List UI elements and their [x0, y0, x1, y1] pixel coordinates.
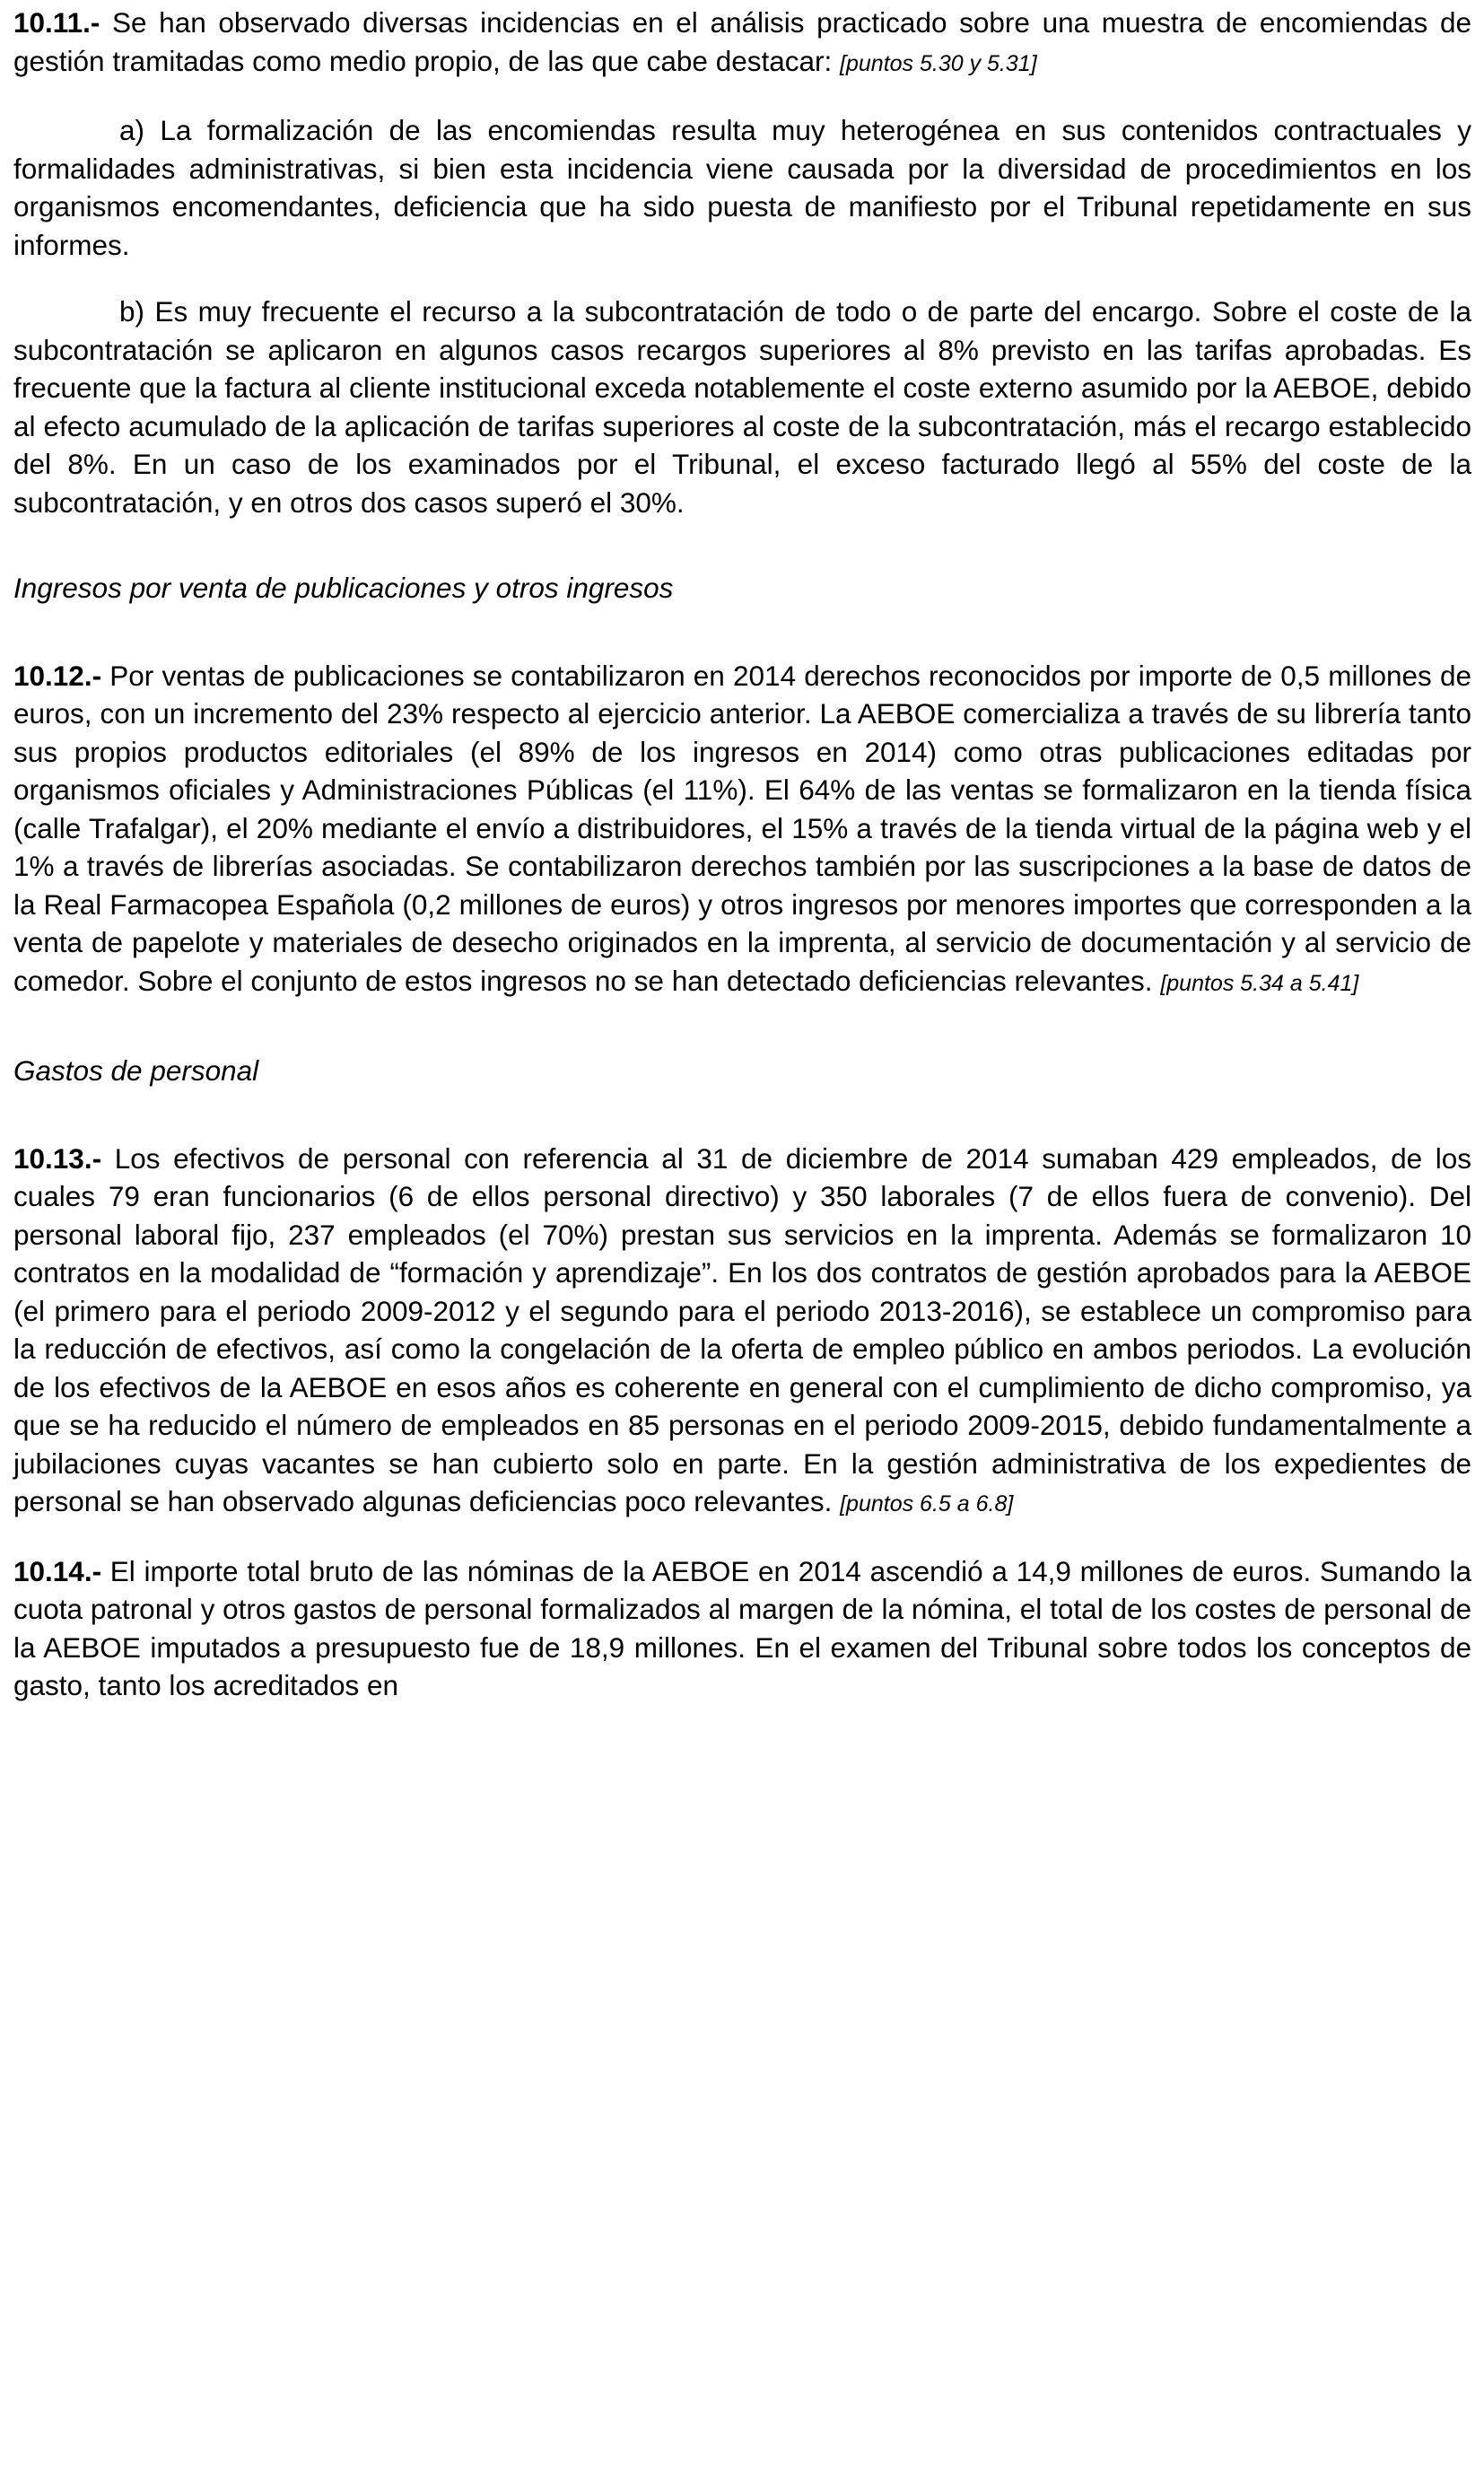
- paragraph-10-14: [13, 1552, 1471, 1705]
- paragraph-number: 10.14.-: [13, 1554, 102, 1587]
- cross-reference: [puntos 6.5 a 6.8]: [840, 1491, 1014, 1516]
- paragraph-text: b) Es muy frecuente el recurso a la subcontratación de todo o de parte del encargo. Sobre el coste de la subcontratación se aplicaron en algunos casos recargos superiores al 8% previsto en las tarifas aprobadas. Es frecuente que la factura al cliente institucional exceda notablemente el coste externo asumido por la AEBOE, debido al efecto acumulado de la aplicación de tarifas superiores al coste de la subcontratación, más el recargo establecido del 8%. En un caso de los examinados por el Tribunal, el exceso facturado llegó al 55% del coste de la subcontratación, y en otros dos casos superó el 30%.: [13, 295, 1471, 519]
- paragraph-10-11: [13, 4, 1471, 83]
- paragraph-10-11-a: [13, 111, 1471, 264]
- paragraph-10-13: [13, 1140, 1471, 1524]
- paragraph-number: 10.12.-: [13, 659, 102, 692]
- paragraph-text: a) La formalización de las encomiendas resulta muy heterogénea en sus contenidos contractuales y formalidades administrativas, si bien esta incidencia viene causada por la diversidad de procedimientos en los organismos encomendantes, deficiencia que ha sido puesta de manifiesto por el Tribunal repetidamente en sus informes.: [13, 114, 1471, 261]
- paragraph-number: 10.13.-: [13, 1141, 102, 1175]
- section-heading-gastos: Gastos de personal: [13, 1054, 259, 1087]
- paragraph-10-11-b: [13, 293, 1471, 521]
- paragraph-text: Los efectivos de personal con referencia al 31 de diciembre de 2014 sumaban 429 empleados, de los cuales 79 eran funcionarios (6 de ellos personal directivo) y 350 laborales (7 de ellos fuera de convenio). Del personal laboral fijo, 237 empleados (el 70%) prestan sus servicios en la imprenta. Además se formalizaron 10 contratos en la modalidad de “formación y aprendizaje”. En los dos contratos de gestión aprobados para la AEBOE (el primero para el periodo 2009-2012 y el segundo para el periodo 2013-2016), se establece un compromiso para la reducción de efectivos, así como la congelación de la oferta de empleo público en ambos periodos. La evolución de los efectivos de la AEBOE en esos años es coherente en general con el cumplimiento de dicho compromiso, ya que se ha reducido el número de empleados en 85 personas en el periodo 2009-2015, debido fundamentalmente a jubilaciones cuyas vacantes se han cubierto solo en parte. En la gestión administrativa de los expedientes de personal se han observado algunas deficiencias poco relevantes.: [13, 1141, 1471, 1517]
- paragraph-text: El importe total bruto de las nóminas de la AEBOE en 2014 ascendió a 14,9 millones de euros. Sumando la cuota patronal y otros gastos de personal formalizados al margen de la nómina, el total de los costes de personal de la AEBOE imputados a presupuesto fue de 18,9 millones. En el examen del Tribunal sobre todos los conceptos de gasto, tanto los acreditados en: [13, 1554, 1471, 1701]
- paragraph-10-12: [13, 657, 1471, 1003]
- section-heading-ingresos: Ingresos por venta de publicaciones y otros ingresos: [13, 572, 674, 604]
- cross-reference: [puntos 5.34 a 5.41]: [1160, 970, 1359, 996]
- paragraph-text: Se han observado diversas incidencias en el análisis practicado sobre una muestra de encomiendas de gestión tramitadas como medio propio, de las que cabe destacar:: [13, 6, 1471, 77]
- cross-reference: [puntos 5.30 y 5.31]: [840, 50, 1037, 76]
- paragraph-text: Por ventas de publicaciones se contabilizaron en 2014 derechos reconocidos por importe de 0,5 millones de euros, con un incremento del 23% respecto al ejercicio anterior. La AEBOE comercializa a través de su librería tanto sus propios productos editoriales (el 89% de los ingresos en 2014) como otras publicaciones editadas por organismos oficiales y Administraciones Públicas (el 11%). El 64% de las ventas se formalizaron en la tienda física (calle Trafalgar), el 20% mediante el envío a distribuidores, el 15% a través de la tienda virtual de la página web y el 1% a través de librerías asociadas. Se contabilizaron derechos también por las suscripciones a la base de datos de la Real Farmacopea Española (0,2 millones de euros) y otros ingresos por menores importes que corresponden a la venta de papelote y materiales de desecho originados en la imprenta, al servicio de documentación y al servicio de comedor. Sobre el conjunto de estos ingresos no se han detectado deficiencias relevantes.: [13, 659, 1471, 997]
- paragraph-number: 10.11.-: [13, 6, 100, 39]
